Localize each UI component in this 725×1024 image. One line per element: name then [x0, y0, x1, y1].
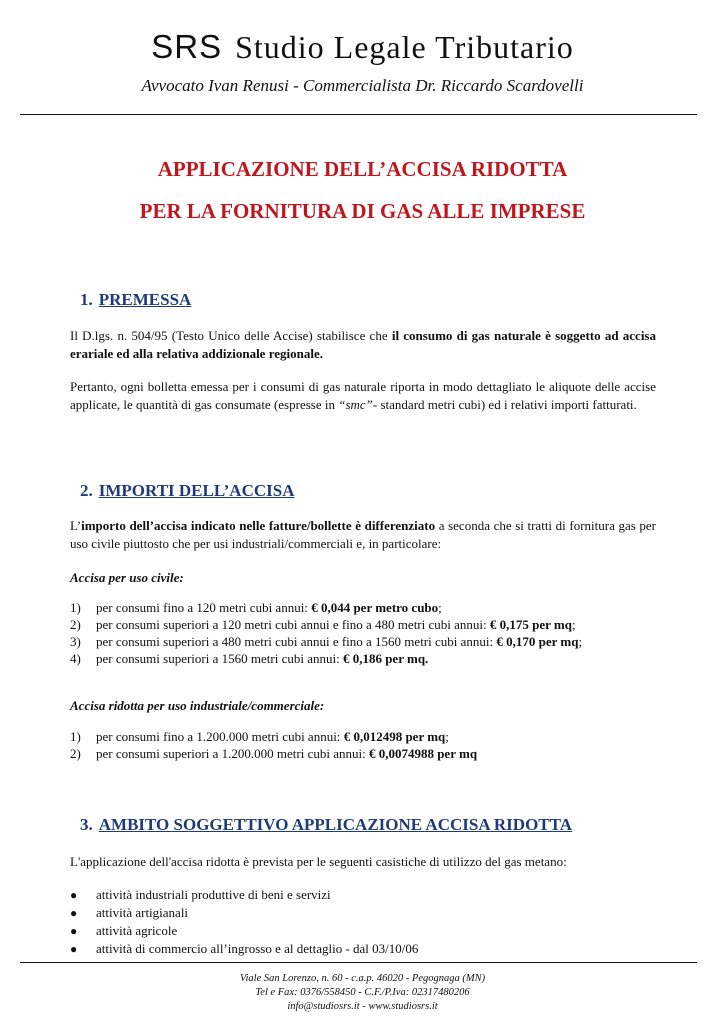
item-text: per consumi superiori a 480 metri cubi annui e fino a 1560 metri cubi annui:: [96, 634, 497, 649]
bullet-icon: ●: [70, 888, 78, 902]
paragraph-text: L’: [70, 518, 82, 533]
civil-use-heading: Accisa per uso civile:: [70, 570, 184, 585]
section-title: IMPORTI DELL’ACCISA: [98, 481, 295, 500]
brand-name: SRS: [151, 28, 223, 65]
list-item: [70, 633, 670, 650]
document-title-line2: PER LA FORNITURA DI GAS ALLE IMPRESE: [139, 199, 586, 223]
list-item: [70, 940, 670, 958]
letterhead-title: [0, 28, 725, 66]
item-tail: ;: [445, 729, 449, 744]
item-text: per consumi fino a 1.200.000 metri cubi annui:: [96, 729, 344, 744]
list-item: [70, 616, 670, 633]
item-value: € 0,044 per metro cubo: [311, 600, 439, 615]
list-item: [70, 922, 670, 940]
item-number: 3): [70, 634, 81, 649]
item-value: € 0,012498 per mq: [343, 729, 446, 744]
list-item: [70, 599, 670, 616]
paragraph-emphasis: il consumo di gas naturale è soggetto ad accisa erariale ed alla relativa addizionale regionale.: [70, 328, 656, 361]
paragraph-text: Il D.lgs. n. 504/95 (Testo Unico delle Accise) stabilisce che: [70, 328, 392, 343]
section-number: 1.: [80, 290, 93, 309]
footer-divider: [20, 962, 697, 963]
section-title: AMBITO SOGGETTIVO APPLICAZIONE ACCISA RIDOTTA: [98, 815, 572, 834]
footer-address: Viale San Lorenzo, n. 60 - c.a.p. 46020 - Pegognaga (MN): [239, 973, 486, 984]
firm-name: Studio Legale Tributario: [235, 29, 574, 65]
section-3-paragraph-1: L'applicazione dell'accisa ridotta è prevista per le seguenti casistiche di utilizzo del gas metano:: [70, 854, 567, 869]
item-text: per consumi superiori a 1.200.000 metri cubi annui:: [96, 746, 369, 761]
letterhead-subtitle: Avvocato Ivan Renusi - Commercialista Dr. Riccardo Scardovelli: [141, 76, 584, 95]
item-value: € 0,170 per mq: [496, 634, 579, 649]
footer: [0, 972, 725, 1014]
item-text: attività industriali produttive di beni e servizi: [96, 887, 331, 902]
item-value: € 0,186 per mq.: [342, 651, 429, 666]
paragraph-text: Pertanto, ogni bolletta emessa per i consumi di gas naturale riporta in modo dettagliato le aliquote delle accise applicate, le quantità di gas consumate (espresse in: [70, 379, 656, 412]
industrial-use-list: [70, 728, 670, 762]
civil-use-list: [70, 599, 670, 667]
section-number: 2.: [80, 481, 93, 500]
item-value: € 0,175 per mq: [489, 617, 572, 632]
footer-contacts: Tel e Fax: 0376/558450 - C.F./P.Iva: 02317480206: [255, 987, 470, 998]
paragraph-italic: “smc”: [338, 396, 373, 412]
item-number: 1): [70, 600, 81, 615]
item-value: € 0,0074988 per mq: [368, 746, 478, 761]
item-number: 4): [70, 651, 81, 666]
section-3-heading: [80, 815, 572, 835]
section-1-paragraph-1: [70, 327, 656, 362]
list-item: [70, 904, 670, 922]
section-1-paragraph-2: [70, 378, 656, 413]
item-text: attività di commercio all’ingrosso e al dettaglio - dal 03/10/06: [96, 941, 419, 956]
list-item: [70, 745, 670, 762]
list-item: [70, 650, 670, 667]
item-text: per consumi superiori a 120 metri cubi annui e fino a 480 metri cubi annui:: [96, 617, 490, 632]
section-title: PREMESSA: [98, 290, 192, 309]
item-number: 2): [70, 746, 81, 761]
document-title-line1: APPLICAZIONE DELL’ACCISA RIDOTTA: [157, 157, 568, 181]
paragraph-text: a seconda che si tratti di fornitura gas per uso civile piuttosto che per usi industriali/commerciali e, in particolare:: [70, 518, 656, 551]
section-2-heading: [80, 481, 294, 501]
list-item: [70, 728, 670, 745]
paragraph-emphasis: importo dell’accisa indicato nelle fatture/bollette è differenziato: [81, 518, 436, 533]
item-text: per consumi superiori a 1560 metri cubi annui:: [96, 651, 343, 666]
section-1-heading: [80, 290, 191, 310]
item-text: attività agricole: [96, 923, 178, 938]
section-number: 3.: [80, 815, 93, 834]
industrial-use-heading: Accisa ridotta per uso industriale/commerciale:: [70, 698, 325, 713]
item-tail: ;: [578, 634, 583, 649]
bullet-icon: ●: [70, 906, 78, 920]
item-number: 1): [70, 729, 81, 744]
section-2-paragraph-1: [70, 517, 656, 552]
item-number: 2): [70, 617, 81, 632]
item-tail: ;: [438, 600, 442, 615]
bullet-icon: ●: [70, 924, 78, 938]
item-tail: ;: [571, 617, 576, 632]
item-text: per consumi fino a 120 metri cubi annui:: [96, 600, 312, 615]
header-divider: [20, 114, 697, 115]
bullet-icon: ●: [70, 942, 78, 956]
list-item: [70, 886, 670, 904]
paragraph-text: - standard metri cubi) ed i relativi importi fatturati.: [372, 396, 637, 412]
footer-web: info@studiosrs.it - www.studiosrs.it: [287, 1001, 438, 1012]
usage-bullet-list: [70, 886, 670, 958]
item-text: attività artigianali: [96, 905, 189, 920]
